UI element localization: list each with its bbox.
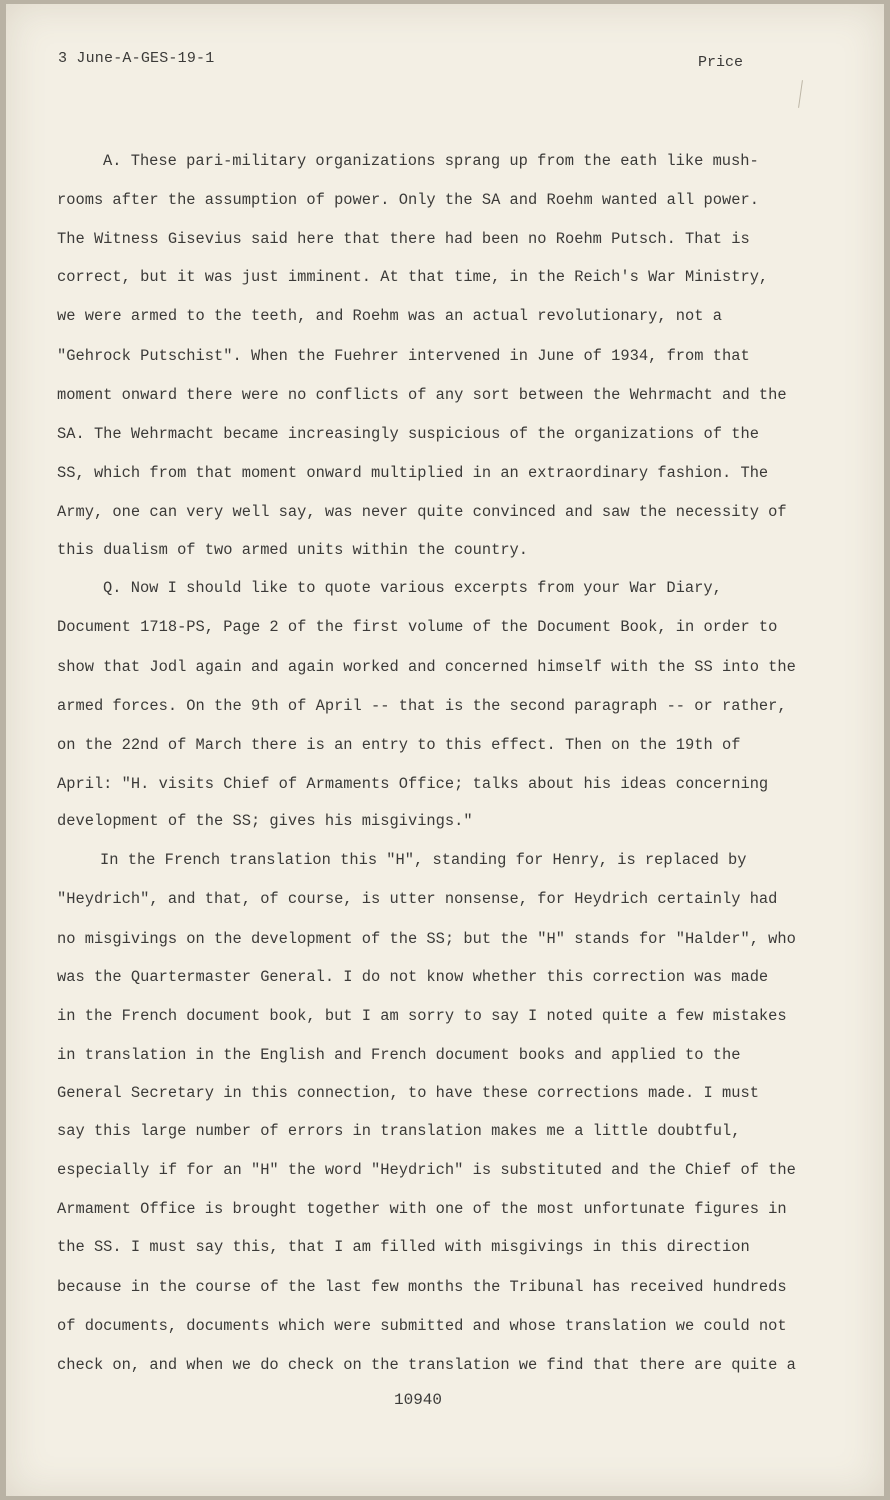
text-line: show that Jodl again and again worked and concerned himself with the SS into the [57, 658, 796, 676]
text-line: rooms after the assumption of power. Only the SA and Roehm wanted all power. [57, 191, 759, 209]
document-page [6, 4, 884, 1496]
text-line: on the 22nd of March there is an entry to this effect. Then on the 19th of [57, 736, 741, 754]
text-line: armed forces. On the 9th of April -- that is the second paragraph -- or rather, [57, 697, 787, 715]
text-line: of documents, documents which were submitted and whose translation we could not [57, 1317, 787, 1335]
text-line: because in the course of the last few months the Tribunal has received hundreds [57, 1278, 787, 1296]
text-line: correct, but it was just imminent. At that time, in the Reich's War Ministry, [57, 268, 769, 286]
text-line: Q. Now I should like to quote various excerpts from your War Diary, [103, 579, 722, 597]
transcript-reference: 3 June-A-GES-19-1 [58, 50, 215, 67]
text-line: Army, one can very well say, was never quite convinced and saw the necessity of [57, 503, 787, 521]
speaker-name: Price [698, 54, 744, 71]
text-line: we were armed to the teeth, and Roehm was an actual revolutionary, not a [57, 307, 722, 325]
text-line: Document 1718-PS, Page 2 of the first volume of the Document Book, in order to [57, 618, 778, 636]
text-line: was the Quartermaster General. I do not know whether this correction was made [57, 968, 769, 986]
page-number: 10940 [394, 1391, 443, 1409]
text-line: "Heydrich", and that, of course, is utter nonsense, for Heydrich certainly had [57, 890, 778, 908]
text-line: In the French translation this "H", standing for Henry, is replaced by [100, 851, 747, 869]
text-line: development of the SS; gives his misgivings." [57, 812, 473, 830]
text-line: The Witness Gisevius said here that there had been no Roehm Putsch. That is [57, 230, 750, 248]
text-line: in translation in the English and French document books and applied to the [57, 1046, 741, 1064]
text-line: Armament Office is brought together with one of the most unfortunate figures in [57, 1200, 787, 1218]
transcript-body [6, 4, 884, 1404]
text-line: no misgivings on the development of the SS; but the "H" stands for "Halder", who [57, 930, 796, 948]
text-line: in the French document book, but I am sorry to say I noted quite a few mistakes [57, 1007, 787, 1025]
text-line: say this large number of errors in translation makes me a little doubtful, [57, 1122, 741, 1140]
text-line: especially if for an "H" the word "Heydrich" is substituted and the Chief of the [57, 1161, 796, 1179]
text-line: "Gehrock Putschist". When the Fuehrer intervened in June of 1934, from that [57, 347, 750, 365]
text-line: A. These pari-military organizations sprang up from the eath like mush- [103, 152, 759, 170]
text-line: April: "H. visits Chief of Armaments Office; talks about his ideas concerning [57, 775, 769, 793]
text-line: SS, which from that moment onward multiplied in an extraordinary fashion. The [57, 464, 769, 482]
text-line: General Secretary in this connection, to have these corrections made. I must [57, 1084, 759, 1102]
text-line: the SS. I must say this, that I am filled with misgivings in this direction [57, 1238, 750, 1256]
text-line: SA. The Wehrmacht became increasingly suspicious of the organizations of the [57, 425, 759, 443]
text-line: moment onward there were no conflicts of any sort between the Wehrmacht and the [57, 386, 787, 404]
text-line: check on, and when we do check on the translation we find that there are quite a [57, 1356, 796, 1374]
text-line: this dualism of two armed units within the country. [57, 541, 529, 559]
